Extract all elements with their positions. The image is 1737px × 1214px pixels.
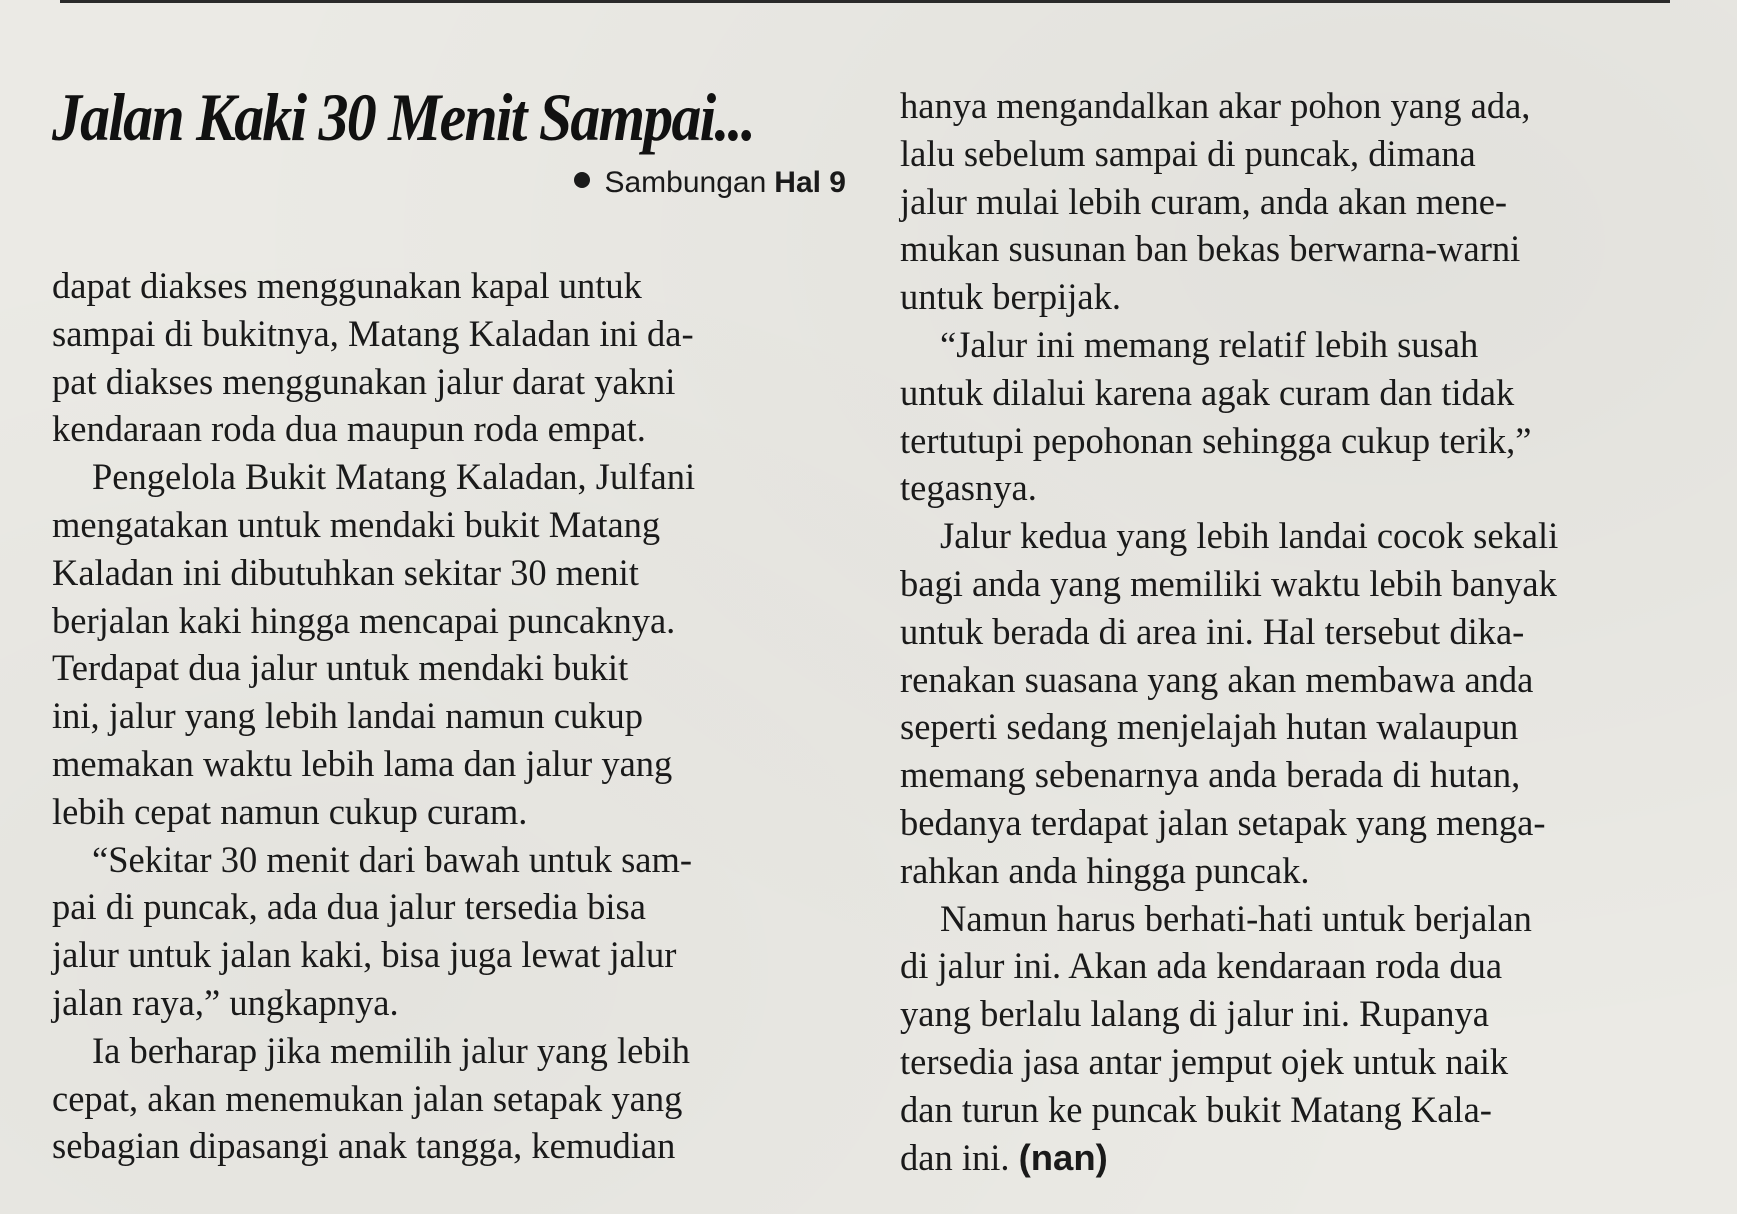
bullet-icon <box>574 172 590 188</box>
paragraph: Jalur kedua yang lebih landai cocok sekali bagi anda yang memiliki waktu lebih banyak untuk berada di area ini. Hal tersebut dika- renakan suasana yang akan membawa anda seperti sedang menjelajah hutan walaupun memang sebenarnya anda berada di hutan, bedanya terdapat jalan setapak yang menga- rahkan anda hingga puncak. <box>900 515 1559 891</box>
final-paragraph <box>900 895 1700 1182</box>
continued-from-line <box>52 166 846 200</box>
right-body <box>900 82 1700 1181</box>
page-reference: Hal 9 <box>774 166 846 199</box>
left-column <box>52 72 852 1170</box>
final-paragraph-text: Namun harus berhati-hati untuk berjalan di jalur ini. Akan ada kendaraan roda dua yang berlalu lalang di jalur ini. Rupanya tersedia jasa antar jemput ojek untuk naik dan turun ke puncak bukit Matang Kala- dan ini. <box>900 897 1532 1178</box>
right-column <box>900 82 1700 1181</box>
paragraph: Pengelola Bukit Matang Kaladan, Julfani mengatakan untuk mendaki bukit Matang Kaladan ini dibutuhkan sekitar 30 menit berjalan kaki hingga mencapai puncaknya. Terdapat dua jalur untuk mendaki bukit ini, jalur yang lebih landai namun cukup memakan waktu lebih lama dan jalur yang lebih cepat namun cukup curam. <box>52 456 696 832</box>
continued-label: Sambungan <box>604 166 767 199</box>
author-signoff: (nan) <box>1018 1136 1108 1178</box>
paragraph: Ia berharap jika memilih jalur yang lebih cepat, akan menemukan jalan setapak yang sebagian dipasangi anak tangga, kemudian <box>52 1029 690 1167</box>
paragraph: “Sekitar 30 menit dari bawah untuk sam- pai di puncak, ada dua jalur tersedia bisa jalur untuk jalan kaki, bisa juga lewat jalur jalan raya,” ungkapnya. <box>52 838 693 1023</box>
top-rule <box>60 0 1670 3</box>
paragraph: hanya mengandalkan akar pohon yang ada, lalu sebelum sampai di puncak, dimana jalur mulai lebih curam, anda akan mene- mukan susunan ban bekas berwarna-warni untuk berpijak. <box>900 85 1531 318</box>
left-body <box>52 262 852 1170</box>
paragraph: dapat diakses menggunakan kapal untuk sampai di bukitnya, Matang Kaladan ini da- pat diakses menggunakan jalur darat yakni kendaraan roda dua maupun roda empat. <box>52 265 694 450</box>
headline: Jalan Kaki 30 Menit Sampai... <box>52 79 755 155</box>
paragraph: “Jalur ini memang relatif lebih susah untuk dilalui karena agak curam dan tidak tertutupi pepohonan sehingga cukup terik,” tegasnya. <box>900 323 1532 509</box>
